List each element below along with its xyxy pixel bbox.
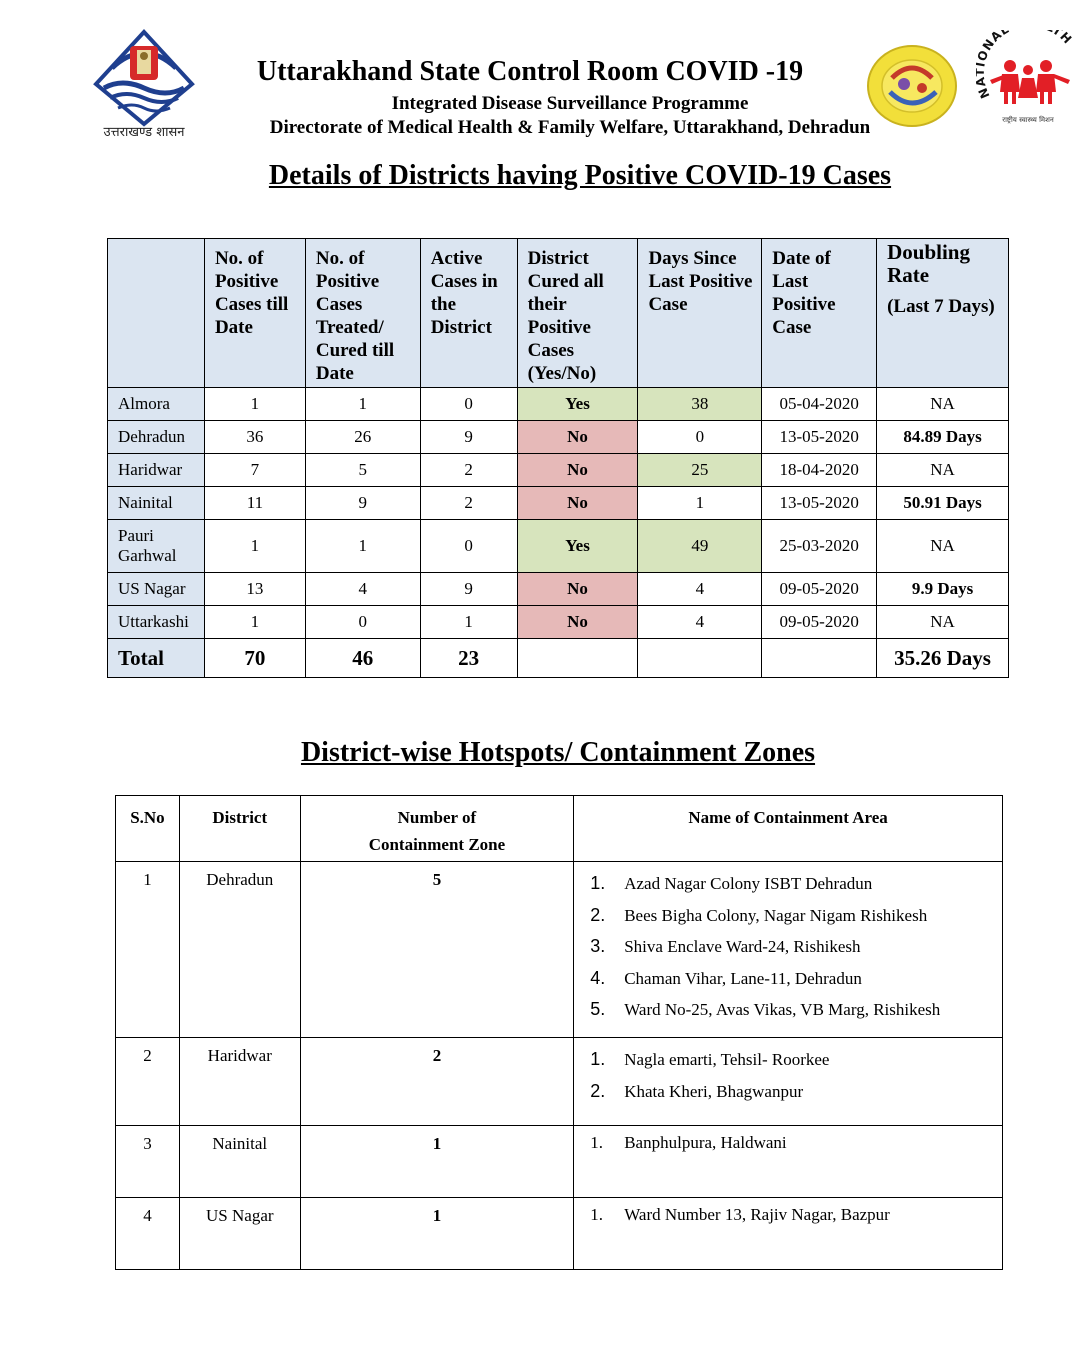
list-number: 4. [590,967,606,988]
last-positive-date: 13-05-2020 [762,421,877,454]
row-area-list [574,1038,1003,1126]
positive-count: 7 [204,454,305,487]
total-empty-cell [762,639,877,678]
districts-table-title: Details of Districts having Positive COVID-19 Cases [268,160,892,191]
districts-cases-table [107,238,1009,678]
doubling-rate-period: (Last 7 Days) [887,296,995,317]
total-label: Total [108,639,205,678]
table-row [108,606,1009,639]
last-positive-date: 09-05-2020 [762,606,877,639]
district-name: Pauri Garhwal [108,520,205,573]
active-count: 9 [420,421,517,454]
list-item [590,1204,1001,1226]
last-positive-date: 05-04-2020 [762,388,877,421]
total-doubling-rate: 35.26 Days [877,639,1009,678]
total-active: 23 [420,639,517,678]
header-zone-count [300,796,574,862]
nhm-logo [976,30,1080,126]
active-count: 1 [420,606,517,639]
district-name: US Nagar [108,573,205,606]
row-district: Dehradun [179,862,300,1038]
days-since-last: 25 [638,454,762,487]
list-item [590,994,1001,1026]
row-sno: 2 [116,1038,180,1126]
cured-all-status: Yes [517,520,638,573]
list-item [590,1044,1001,1076]
area-name: Ward No-25, Avas Vikas, VB Marg, Rishikesh [624,1000,941,1019]
table-row [116,862,1003,1038]
days-since-last: 49 [638,520,762,573]
cured-count: 1 [305,388,420,421]
cured-all-status: No [517,573,638,606]
days-since-last: 1 [638,487,762,520]
active-count: 2 [420,487,517,520]
last-positive-date: 13-05-2020 [762,487,877,520]
days-since-last: 4 [638,573,762,606]
header-district: District [179,796,300,862]
cured-all-status: No [517,606,638,639]
row-sno: 3 [116,1126,180,1198]
area-name: Shiva Enclave Ward-24, Rishikesh [624,937,861,956]
area-name: Azad Nagar Colony ISBT Dehradun [624,874,873,893]
nhm-caption: राष्ट्रीय स्वास्थ्य मिशन [1002,116,1054,124]
doubling-rate: 9.9 Days [877,573,1009,606]
doubling-rate: NA [877,454,1009,487]
cured-count: 0 [305,606,420,639]
district-name: Uttarkashi [108,606,205,639]
cured-count: 9 [305,487,420,520]
positive-count: 1 [204,520,305,573]
list-item [590,1076,1001,1108]
active-count: 2 [420,454,517,487]
positive-count: 1 [204,606,305,639]
list-item [590,931,1001,963]
list-number: 3. [590,936,606,956]
row-district: US Nagar [179,1198,300,1270]
active-count: 0 [420,520,517,573]
positive-count: 13 [204,573,305,606]
containment-table-title: District-wise Hotspots/ Containment Zones [300,737,816,768]
list-item [590,1132,1001,1154]
header-area-name: Name of Containment Area [574,796,1003,862]
list-number: 5. [590,999,606,1019]
cured-all-status: No [517,454,638,487]
area-name: Chaman Vihar, Lane-11, Dehradun [624,968,862,988]
doubling-rate: NA [877,388,1009,421]
header-sno: S.No [116,796,180,862]
row-sno: 1 [116,862,180,1038]
list-item [590,868,1001,900]
active-count: 0 [420,388,517,421]
header-active-cases: Active Cases in the District [420,239,517,388]
last-positive-date: 09-05-2020 [762,573,877,606]
district-name: Haridwar [108,454,205,487]
table-row [116,1198,1003,1270]
row-district: Nainital [179,1126,300,1198]
row-area-list [574,862,1003,1038]
total-empty-cell [638,639,762,678]
logo-caption: उत्तराखण्ड शासन [103,125,185,140]
area-name: Nagla emarti, Tehsil- Roorkee [624,1050,830,1069]
list-item [590,900,1001,932]
area-name: Bees Bigha Colony, Nagar Nigam Rishikesh [624,905,928,925]
doubling-rate: 50.91 Days [877,487,1009,520]
positive-count: 1 [204,388,305,421]
positive-count: 11 [204,487,305,520]
total-row [108,639,1009,678]
list-number: 1. [590,1049,606,1069]
page-title: Uttarakhand State Control Room COVID -19 [256,56,804,87]
list-number: 2. [590,904,606,925]
days-since-last: 4 [638,606,762,639]
total-empty-cell [517,639,638,678]
cured-count: 4 [305,573,420,606]
cured-all-status: No [517,487,638,520]
header-district [108,239,205,388]
list-number: 1. [590,1133,603,1152]
header-days-since: Days Since Last Positive Case [638,239,762,388]
days-since-last: 0 [638,421,762,454]
table-row [116,1038,1003,1126]
row-district: Haridwar [179,1038,300,1126]
table-row [108,520,1009,573]
cured-count: 1 [305,520,420,573]
list-item [590,963,1001,995]
header-positive-cases: No. of Positive Cases till Date [204,239,305,388]
days-since-last: 38 [638,388,762,421]
subtitle-programme: Integrated Disease Surveillance Programme [391,93,749,114]
row-zone-count: 5 [300,862,574,1038]
positive-count: 36 [204,421,305,454]
list-number: 2. [590,1080,606,1101]
doubling-rate: NA [877,520,1009,573]
table-row [108,454,1009,487]
area-name: Banphulpura, Haldwani [624,1133,787,1152]
area-name: Khata Kheri, Bhagwanpur [624,1081,804,1101]
doubling-rate: 84.89 Days [877,421,1009,454]
doubling-rate-label: Doubling Rate [887,240,970,287]
containment-zones-table [115,795,1003,1270]
row-zone-count: 1 [300,1198,574,1270]
table-row [108,487,1009,520]
last-positive-date: 18-04-2020 [762,454,877,487]
row-area-list [574,1126,1003,1198]
row-zone-count: 1 [300,1126,574,1198]
header-zone-count-label: Number of Containment Zone [368,808,506,854]
header-doubling-rate [877,239,1009,388]
cured-count: 5 [305,454,420,487]
total-cured: 46 [305,639,420,678]
cured-all-status: No [517,421,638,454]
cured-count: 26 [305,421,420,454]
area-name: Ward Number 13, Rajiv Nagar, Bazpur [624,1205,890,1224]
list-number: 1. [590,1205,603,1224]
district-name: Dehradun [108,421,205,454]
header-cured-cases: No. of Positive Cases Treated/ Cured till Date [305,239,420,388]
district-name: Nainital [108,487,205,520]
idsp-logo [866,44,976,128]
table-header-row [116,796,1003,862]
header-cured-all: District Cured all their Positive Cases (Yes/No) [517,239,638,388]
row-sno: 4 [116,1198,180,1270]
table-row [108,388,1009,421]
total-positive: 70 [204,639,305,678]
table-row [108,573,1009,606]
header-last-date: Date of Last Positive Case [762,239,877,388]
row-area-list [574,1198,1003,1270]
district-name: Almora [108,388,205,421]
table-row [108,421,1009,454]
nhm-arc-text: N ONA TH [976,30,1075,101]
doubling-rate: NA [877,606,1009,639]
cured-all-status: Yes [517,388,638,421]
active-count: 9 [420,573,517,606]
subtitle-directorate: Directorate of Medical Health & Family Welfare, Uttarakhand, Dehradun [269,117,871,138]
last-positive-date: 25-03-2020 [762,520,877,573]
table-row [116,1126,1003,1198]
row-zone-count: 2 [300,1038,574,1126]
table-header-row [108,239,1009,388]
list-number: 1. [590,873,606,893]
